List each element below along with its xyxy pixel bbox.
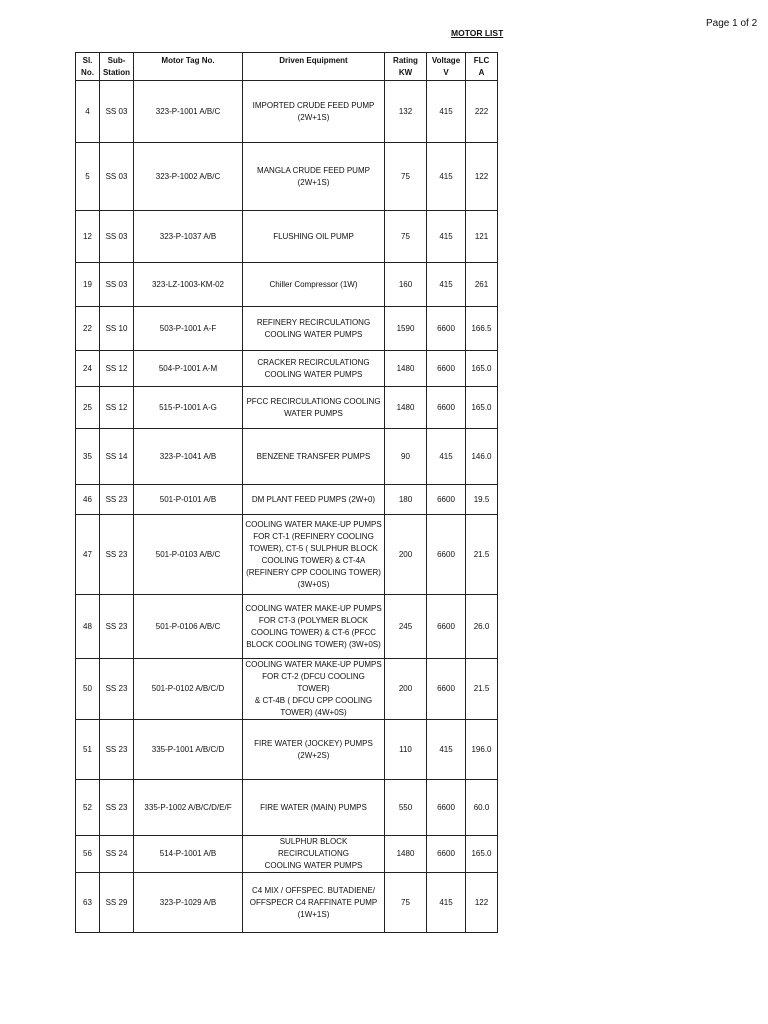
cell-rating: 75 [385, 873, 427, 933]
cell-flc: 19.5 [466, 485, 498, 515]
equipment-line: SULPHUR BLOCK RECIRCULATIONG [278, 837, 349, 858]
cell-driven-equipment [243, 836, 385, 873]
cell-flc: 122 [466, 143, 498, 211]
cell-driven-equipment [243, 873, 385, 933]
cell-flc: 146.0 [466, 429, 498, 485]
table-row [76, 351, 498, 387]
table-row [76, 429, 498, 485]
cell-driven-equipment [243, 307, 385, 351]
header-line: No. [81, 68, 94, 77]
cell-motor-tag: 501-P-0102 A/B/C/D [134, 659, 243, 720]
cell-sl-no: 12 [76, 211, 100, 263]
table-body [76, 81, 498, 933]
equipment-line: BENZENE TRANSFER PUMPS [256, 451, 371, 461]
cell-substation: SS 24 [100, 836, 134, 873]
cell-flc: 165.0 [466, 351, 498, 387]
cell-flc: 26.0 [466, 595, 498, 659]
table-row [76, 143, 498, 211]
cell-driven-equipment [243, 720, 385, 780]
cell-flc: 166.5 [466, 307, 498, 351]
motor-list-table [75, 52, 498, 933]
table-header-row [76, 53, 498, 81]
equipment-line: BLOCK COOLING TOWER) (3W+0S) [246, 639, 381, 649]
cell-motor-tag: 515-P-1001 A-G [134, 387, 243, 429]
cell-voltage: 415 [427, 429, 466, 485]
cell-sl-no: 63 [76, 873, 100, 933]
cell-driven-equipment [243, 429, 385, 485]
cell-sl-no: 24 [76, 351, 100, 387]
cell-substation: SS 23 [100, 659, 134, 720]
table-row [76, 307, 498, 351]
table-row [76, 515, 498, 595]
cell-substation: SS 03 [100, 143, 134, 211]
table-row [76, 780, 498, 836]
cell-substation: SS 12 [100, 351, 134, 387]
cell-flc: 165.0 [466, 836, 498, 873]
table-row [76, 873, 498, 933]
table-row [76, 485, 498, 515]
cell-voltage: 6600 [427, 595, 466, 659]
cell-voltage: 415 [427, 81, 466, 143]
cell-flc: 21.5 [466, 515, 498, 595]
cell-sl-no: 5 [76, 143, 100, 211]
cell-rating: 550 [385, 780, 427, 836]
cell-rating: 1480 [385, 387, 427, 429]
cell-rating: 75 [385, 211, 427, 263]
cell-flc: 21.5 [466, 659, 498, 720]
cell-substation: SS 14 [100, 429, 134, 485]
cell-flc: 121 [466, 211, 498, 263]
equipment-line: FIRE WATER (JOCKEY) PUMPS [254, 738, 373, 748]
cell-substation: SS 23 [100, 485, 134, 515]
cell-sl-no: 22 [76, 307, 100, 351]
equipment-line: (REFINERY CPP COOLING TOWER) [246, 567, 381, 577]
equipment-line: (2W+1S) [297, 177, 330, 187]
cell-driven-equipment [243, 595, 385, 659]
equipment-line: WATER PUMPS [284, 408, 343, 418]
cell-rating: 180 [385, 485, 427, 515]
cell-rating: 132 [385, 81, 427, 143]
cell-motor-tag: 323-P-1037 A/B [134, 211, 243, 263]
cell-sl-no: 4 [76, 81, 100, 143]
cell-motor-tag: 335-P-1002 A/B/C/D/E/F [134, 780, 243, 836]
equipment-line: C4 MIX / OFFSPEC. BUTADIENE/ [252, 885, 375, 895]
cell-rating: 1480 [385, 836, 427, 873]
cell-voltage: 6600 [427, 659, 466, 720]
cell-flc: 60.0 [466, 780, 498, 836]
document-title: MOTOR LIST [451, 28, 504, 38]
equipment-line: & CT-4B ( DFCU CPP COOLING [254, 696, 373, 705]
table-row [76, 720, 498, 780]
cell-voltage: 6600 [427, 515, 466, 595]
equipment-line: COOLING TOWER) & CT-4A [261, 555, 366, 565]
cell-substation: SS 12 [100, 387, 134, 429]
cell-motor-tag: 335-P-1001 A/B/C/D [134, 720, 243, 780]
cell-substation: SS 03 [100, 81, 134, 143]
header-line: Station [102, 68, 131, 77]
col-header-motor-tag [134, 53, 243, 81]
equipment-line: OFFSPECR C4 RAFFINATE PUMP [249, 897, 378, 907]
cell-substation: SS 03 [100, 263, 134, 307]
cell-driven-equipment [243, 780, 385, 836]
cell-voltage: 415 [427, 143, 466, 211]
table-row [76, 595, 498, 659]
equipment-line: MANGLA CRUDE FEED PUMP [257, 165, 370, 175]
cell-flc: 261 [466, 263, 498, 307]
header-line: A [478, 68, 485, 77]
cell-motor-tag: 323-LZ-1003-KM-02 [134, 263, 243, 307]
cell-sl-no: 25 [76, 387, 100, 429]
cell-rating: 200 [385, 515, 427, 595]
header-line: V [443, 68, 449, 77]
cell-rating: 90 [385, 429, 427, 485]
cell-substation: SS 03 [100, 211, 134, 263]
equipment-line: PFCC RECIRCULATIONG COOLING [246, 396, 381, 406]
cell-sl-no: 19 [76, 263, 100, 307]
cell-motor-tag: 501-P-0103 A/B/C [134, 515, 243, 595]
header-line: Motor Tag No. [161, 56, 215, 65]
cell-rating: 75 [385, 143, 427, 211]
cell-sl-no: 50 [76, 659, 100, 720]
cell-substation: SS 23 [100, 720, 134, 780]
cell-voltage: 415 [427, 211, 466, 263]
cell-voltage: 6600 [427, 836, 466, 873]
equipment-line: (1W+1S) [297, 909, 330, 919]
equipment-line: TOWER) (4W+0S) [280, 708, 347, 717]
equipment-line: DM PLANT FEED PUMPS (2W+0) [251, 494, 376, 504]
cell-rating: 110 [385, 720, 427, 780]
cell-driven-equipment [243, 515, 385, 595]
cell-driven-equipment [243, 351, 385, 387]
cell-sl-no: 47 [76, 515, 100, 595]
header-line: Voltage [431, 56, 461, 65]
col-header-voltage [427, 53, 466, 81]
cell-motor-tag: 323-P-1029 A/B [134, 873, 243, 933]
equipment-line: IMPORTED CRUDE FEED PUMP [252, 100, 375, 110]
cell-voltage: 6600 [427, 307, 466, 351]
cell-sl-no: 51 [76, 720, 100, 780]
cell-voltage: 6600 [427, 351, 466, 387]
equipment-line: COOLING WATER PUMPS [264, 861, 363, 870]
equipment-line: FOR CT-1 (REFINERY COOLING [253, 531, 374, 541]
cell-substation: SS 29 [100, 873, 134, 933]
equipment-line: FOR CT-2 (DFCU COOLING TOWER) [262, 672, 365, 693]
cell-sl-no: 48 [76, 595, 100, 659]
cell-flc: 222 [466, 81, 498, 143]
cell-substation: SS 10 [100, 307, 134, 351]
header-line: Sub- [107, 56, 126, 65]
header-line: Driven Equipment [279, 56, 348, 65]
cell-motor-tag: 514-P-1001 A/B [134, 836, 243, 873]
cell-motor-tag: 323-P-1041 A/B [134, 429, 243, 485]
cell-voltage: 6600 [427, 387, 466, 429]
cell-rating: 245 [385, 595, 427, 659]
equipment-line: COOLING WATER MAKE-UP PUMPS [245, 660, 382, 669]
cell-motor-tag: 323-P-1002 A/B/C [134, 143, 243, 211]
cell-substation: SS 23 [100, 515, 134, 595]
equipment-line: REFINERY RECIRCULATIONG [256, 317, 371, 327]
table-row [76, 836, 498, 873]
cell-rating: 1480 [385, 351, 427, 387]
cell-sl-no: 52 [76, 780, 100, 836]
cell-driven-equipment [243, 387, 385, 429]
cell-flc: 165.0 [466, 387, 498, 429]
cell-sl-no: 56 [76, 836, 100, 873]
cell-voltage: 415 [427, 263, 466, 307]
cell-driven-equipment [243, 143, 385, 211]
equipment-line: (3W+0S) [297, 579, 330, 589]
cell-voltage: 6600 [427, 780, 466, 836]
table-row [76, 659, 498, 720]
header-line: FLC [473, 56, 490, 65]
cell-substation: SS 23 [100, 780, 134, 836]
cell-sl-no: 35 [76, 429, 100, 485]
col-header-rating [385, 53, 427, 81]
cell-driven-equipment [243, 81, 385, 143]
cell-motor-tag: 503-P-1001 A-F [134, 307, 243, 351]
equipment-line: COOLING WATER PUMPS [264, 369, 363, 379]
cell-motor-tag: 501-P-0106 A/B/C [134, 595, 243, 659]
col-header-driven-equipment [243, 53, 385, 81]
cell-driven-equipment [243, 211, 385, 263]
cell-voltage: 415 [427, 720, 466, 780]
equipment-line: TOWER), CT-5 ( SULPHUR BLOCK [249, 543, 378, 553]
cell-voltage: 415 [427, 873, 466, 933]
cell-substation: SS 23 [100, 595, 134, 659]
table-row [76, 387, 498, 429]
cell-rating: 1590 [385, 307, 427, 351]
equipment-line: (2W+1S) [297, 112, 330, 122]
cell-voltage: 6600 [427, 485, 466, 515]
col-header-flc [466, 53, 498, 81]
cell-motor-tag: 501-P-0101 A/B [134, 485, 243, 515]
cell-motor-tag: 323-P-1001 A/B/C [134, 81, 243, 143]
cell-flc: 122 [466, 873, 498, 933]
equipment-line: FLUSHING OIL PUMP [273, 231, 354, 241]
equipment-line: COOLING WATER MAKE-UP PUMPS [245, 603, 382, 613]
equipment-line: COOLING WATER PUMPS [264, 329, 363, 339]
equipment-line: FIRE WATER (MAIN) PUMPS [260, 802, 367, 812]
header-line: Sl. [82, 56, 93, 65]
table-row [76, 263, 498, 307]
cell-driven-equipment [243, 263, 385, 307]
cell-motor-tag: 504-P-1001 A-M [134, 351, 243, 387]
cell-rating: 200 [385, 659, 427, 720]
cell-driven-equipment [243, 659, 385, 720]
equipment-line: Chiller Compressor (1W) [269, 279, 358, 289]
cell-driven-equipment [243, 485, 385, 515]
equipment-line: COOLING TOWER) & CT-6 (PFCC [250, 627, 377, 637]
col-header-sl-no [76, 53, 100, 81]
cell-rating: 160 [385, 263, 427, 307]
table-row [76, 211, 498, 263]
equipment-line: CRACKER RECIRCULATIONG [257, 357, 370, 367]
col-header-substation [100, 53, 134, 81]
table-row [76, 81, 498, 143]
cell-flc: 196.0 [466, 720, 498, 780]
cell-sl-no: 46 [76, 485, 100, 515]
equipment-line: (2W+2S) [297, 750, 330, 760]
equipment-line: FOR CT-3 (POLYMER BLOCK [258, 615, 369, 625]
equipment-line: COOLING WATER MAKE-UP PUMPS [245, 519, 382, 529]
header-line: Rating [393, 56, 418, 65]
page-number: Page 1 of 2 [706, 18, 758, 29]
header-line: KW [398, 68, 413, 77]
